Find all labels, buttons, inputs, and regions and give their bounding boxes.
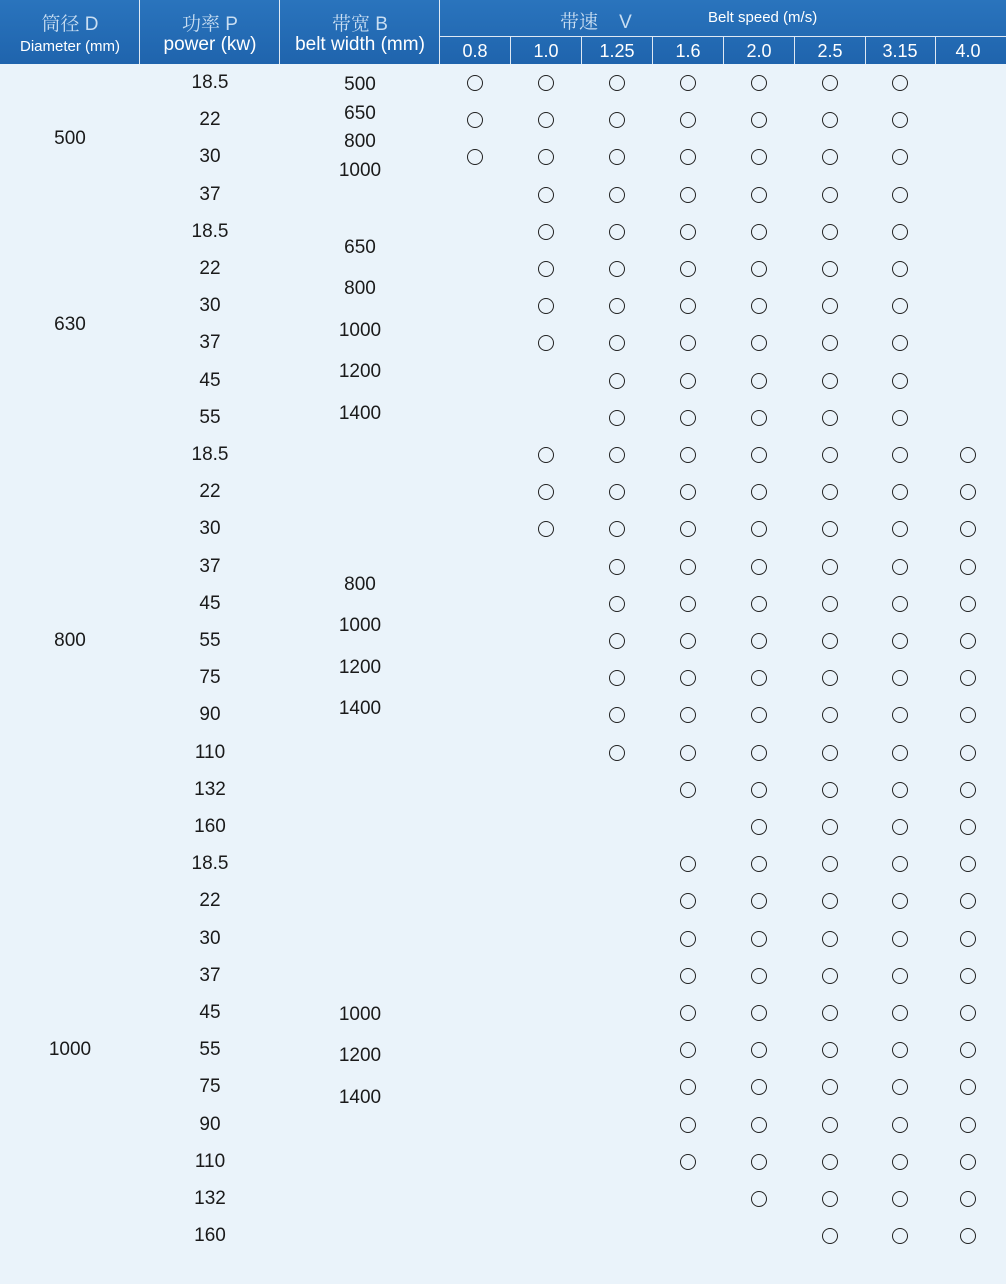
availability-circle (822, 596, 838, 612)
availability-circle (680, 373, 696, 389)
power-value: 22 (199, 258, 221, 279)
availability-circle (751, 187, 767, 203)
belt-width-value: 800 (344, 278, 376, 300)
availability-circle (680, 1117, 696, 1133)
availability-circle (960, 633, 976, 649)
availability-circle (960, 670, 976, 686)
availability-circle (609, 633, 625, 649)
availability-circle (609, 187, 625, 203)
availability-circle (680, 707, 696, 723)
availability-circle (751, 373, 767, 389)
power-value: 37 (199, 555, 221, 577)
speed-header-cn: 带速 V (560, 12, 632, 33)
power-value: 37 (199, 964, 221, 986)
power-value: 18.5 (191, 220, 229, 242)
availability-circle (467, 112, 483, 128)
power-header-cn: 功率 P (182, 14, 238, 35)
availability-circle (609, 410, 625, 426)
availability-circle (538, 521, 554, 537)
availability-circle (892, 447, 908, 463)
availability-circle (892, 1042, 908, 1058)
availability-circle (960, 1117, 976, 1133)
availability-circle (538, 187, 554, 203)
availability-circle (609, 373, 625, 389)
power-value: 110 (194, 1150, 226, 1172)
availability-circle (822, 1228, 838, 1244)
speed-value: 2.0 (746, 41, 772, 61)
availability-circle (751, 931, 767, 947)
availability-circle (892, 261, 908, 277)
belt-width-value: 650 (344, 102, 376, 124)
availability-circle (822, 633, 838, 649)
availability-circle (892, 893, 908, 909)
availability-circle (960, 1228, 976, 1244)
availability-circle (751, 745, 767, 761)
availability-circle (680, 112, 696, 128)
availability-circle (751, 484, 767, 500)
belt-width-value: 1400 (338, 1086, 382, 1108)
availability-circle (892, 1005, 908, 1021)
power-value: 18.5 (191, 72, 229, 93)
availability-circle (892, 521, 908, 537)
belt-width-value: 1000 (338, 319, 382, 341)
availability-circle (892, 335, 908, 351)
availability-circle (892, 1154, 908, 1170)
availability-circle (538, 224, 554, 240)
header-divider (865, 37, 866, 64)
power-value: 37 (199, 183, 221, 205)
availability-circle (751, 410, 767, 426)
availability-circle (892, 112, 908, 128)
availability-circle (751, 261, 767, 277)
availability-circle (822, 261, 838, 277)
availability-circle (822, 1154, 838, 1170)
width-header-en: belt width (mm) (295, 34, 425, 55)
availability-circle (680, 261, 696, 277)
availability-circle (822, 1005, 838, 1021)
availability-circle (822, 298, 838, 314)
availability-circle (892, 224, 908, 240)
availability-circle (538, 484, 554, 500)
availability-circle (609, 596, 625, 612)
availability-circle (822, 670, 838, 686)
header-divider (723, 37, 724, 64)
power-value: 22 (199, 890, 221, 912)
availability-circle (822, 335, 838, 351)
availability-circle (680, 187, 696, 203)
availability-circle (960, 968, 976, 984)
availability-circle (892, 596, 908, 612)
belt-width-value: 1000 (338, 615, 382, 637)
availability-circle (609, 484, 625, 500)
availability-circle (960, 596, 976, 612)
power-value: 90 (199, 704, 221, 726)
availability-circle (609, 670, 625, 686)
belt-width-value: 500 (344, 74, 376, 95)
availability-circle (680, 1005, 696, 1021)
availability-circle (538, 298, 554, 314)
availability-circle (960, 931, 976, 947)
power-value: 30 (199, 146, 221, 168)
availability-circle (609, 112, 625, 128)
availability-circle (609, 224, 625, 240)
availability-circle (609, 559, 625, 575)
header-divider (139, 0, 140, 64)
availability-circle (960, 782, 976, 798)
availability-circle (822, 1042, 838, 1058)
availability-circle (609, 335, 625, 351)
availability-circle (892, 670, 908, 686)
availability-circle (680, 559, 696, 575)
availability-circle (680, 410, 696, 426)
availability-circle (680, 782, 696, 798)
power-value: 22 (199, 109, 221, 131)
speed-value: 3.15 (882, 41, 918, 61)
availability-circle (960, 1191, 976, 1207)
availability-circle (822, 931, 838, 947)
availability-circle (960, 559, 976, 575)
power-value: 37 (199, 332, 221, 354)
availability-circle (609, 707, 625, 723)
power-value: 110 (194, 741, 226, 763)
availability-circle (680, 224, 696, 240)
power-value: 55 (199, 406, 221, 428)
table-header (0, 0, 1006, 64)
speed-value: 1.0 (533, 41, 559, 61)
availability-circle (822, 856, 838, 872)
availability-circle (609, 149, 625, 165)
availability-circle (892, 633, 908, 649)
power-value: 75 (199, 667, 221, 689)
availability-circle (751, 559, 767, 575)
power-value: 45 (199, 592, 221, 614)
availability-circle (680, 1042, 696, 1058)
power-value: 55 (199, 630, 221, 651)
availability-circle (751, 1079, 767, 1095)
availability-circle (822, 484, 838, 500)
availability-circle (892, 745, 908, 761)
availability-circle (892, 187, 908, 203)
availability-circle (538, 75, 554, 91)
availability-circle (680, 521, 696, 537)
availability-circle (538, 112, 554, 128)
availability-circle (892, 1079, 908, 1095)
availability-circle (892, 75, 908, 91)
availability-circle (822, 707, 838, 723)
header-divider (279, 0, 280, 64)
belt-width-value: 1000 (338, 159, 382, 181)
power-value: 18.5 (191, 444, 229, 465)
availability-circle (892, 1228, 908, 1244)
diameter-value: 800 (54, 630, 86, 651)
availability-circle (751, 447, 767, 463)
availability-circle (892, 968, 908, 984)
power-value: 45 (199, 1002, 221, 1023)
speed-header-en: Belt speed (m/s) (708, 9, 818, 26)
availability-circle (822, 149, 838, 165)
availability-circle (751, 1154, 767, 1170)
availability-circle (751, 968, 767, 984)
availability-circle (751, 1117, 767, 1133)
availability-circle (960, 1042, 976, 1058)
availability-circle (751, 856, 767, 872)
availability-circle (538, 447, 554, 463)
power-value: 30 (199, 518, 221, 540)
power-value: 75 (199, 1076, 221, 1098)
availability-circle (751, 1042, 767, 1058)
availability-circle (822, 1117, 838, 1133)
availability-circle (822, 187, 838, 203)
availability-circle (892, 1191, 908, 1207)
availability-circle (960, 521, 976, 537)
power-value: 30 (199, 927, 221, 949)
availability-circle (680, 893, 696, 909)
availability-circle (892, 856, 908, 872)
availability-circle (680, 298, 696, 314)
availability-circle (751, 782, 767, 798)
header-divider (652, 37, 653, 64)
availability-circle (822, 75, 838, 91)
availability-circle (822, 893, 838, 909)
availability-circle (751, 224, 767, 240)
power-value: 55 (199, 1039, 221, 1061)
availability-circle (680, 447, 696, 463)
availability-circle (680, 149, 696, 165)
availability-circle (467, 149, 483, 165)
availability-circle (960, 856, 976, 872)
belt-width-value: 1200 (338, 656, 382, 678)
availability-circle (609, 298, 625, 314)
diameter-value: 630 (54, 313, 86, 335)
header-divider (510, 37, 511, 64)
availability-circle (751, 112, 767, 128)
availability-circle (751, 521, 767, 537)
availability-circle (751, 75, 767, 91)
availability-circle (680, 75, 696, 91)
power-value: 160 (194, 1225, 226, 1247)
belt-width-value: 800 (344, 573, 376, 595)
availability-circle (960, 1079, 976, 1095)
availability-circle (960, 1154, 976, 1170)
belt-width-value: 1400 (338, 402, 382, 424)
availability-circle (680, 968, 696, 984)
availability-circle (960, 484, 976, 500)
availability-circle (822, 224, 838, 240)
availability-circle (822, 410, 838, 426)
availability-circle (680, 670, 696, 686)
availability-circle (538, 149, 554, 165)
availability-circle (822, 819, 838, 835)
availability-circle (822, 968, 838, 984)
availability-circle (751, 1005, 767, 1021)
availability-circle (892, 1117, 908, 1133)
belt-width-value: 1400 (338, 698, 382, 720)
speed-value: 1.6 (675, 41, 701, 61)
availability-circle (892, 782, 908, 798)
speed-value: 2.5 (817, 41, 843, 61)
availability-circle (892, 298, 908, 314)
availability-circle (680, 596, 696, 612)
availability-circle (960, 707, 976, 723)
diameter-value: 500 (54, 127, 86, 149)
availability-circle (538, 261, 554, 277)
power-value: 18.5 (191, 853, 229, 875)
power-value: 22 (199, 481, 221, 503)
availability-circle (751, 298, 767, 314)
availability-circle (892, 931, 908, 947)
availability-circle (751, 335, 767, 351)
availability-circle (960, 745, 976, 761)
speed-value: 1.25 (599, 41, 635, 61)
width-header-cn: 带宽 B (332, 14, 388, 35)
availability-circle (751, 149, 767, 165)
availability-circle (822, 1079, 838, 1095)
availability-circle (467, 75, 483, 91)
availability-circle (680, 335, 696, 351)
availability-circle (751, 893, 767, 909)
power-value: 132 (194, 1188, 226, 1209)
diameter-header-cn: 筒径 D (41, 14, 99, 35)
availability-circle (892, 149, 908, 165)
power-value: 30 (199, 295, 221, 317)
availability-circle (751, 1191, 767, 1207)
availability-circle (892, 707, 908, 723)
availability-circle (960, 447, 976, 463)
availability-circle (751, 707, 767, 723)
power-value: 90 (199, 1113, 221, 1135)
availability-circle (822, 373, 838, 389)
availability-circle (680, 856, 696, 872)
availability-circle (822, 1191, 838, 1207)
belt-width-value: 1000 (338, 1003, 382, 1025)
availability-circle (960, 819, 976, 835)
availability-circle (822, 447, 838, 463)
availability-circle (751, 596, 767, 612)
availability-circle (892, 373, 908, 389)
header-divider (935, 37, 936, 64)
availability-circle (680, 1154, 696, 1170)
availability-circle (680, 931, 696, 947)
diameter-value: 1000 (48, 1039, 92, 1061)
power-value: 160 (194, 816, 226, 837)
availability-circle (609, 261, 625, 277)
power-header-en: power (kw) (163, 34, 257, 55)
availability-circle (822, 559, 838, 575)
availability-circle (680, 1079, 696, 1095)
speed-value: 0.8 (462, 41, 488, 61)
availability-circle (680, 633, 696, 649)
availability-circle (609, 745, 625, 761)
diameter-header-en: Diameter (mm) (20, 38, 120, 55)
power-value: 132 (194, 778, 226, 800)
belt-width-value: 1200 (338, 361, 382, 383)
availability-circle (822, 112, 838, 128)
availability-circle (822, 521, 838, 537)
power-value: 45 (199, 369, 221, 391)
availability-circle (680, 484, 696, 500)
availability-circle (892, 410, 908, 426)
availability-circle (751, 819, 767, 835)
availability-circle (822, 782, 838, 798)
availability-circle (609, 447, 625, 463)
availability-circle (680, 745, 696, 761)
availability-circle (751, 670, 767, 686)
belt-width-value: 650 (344, 236, 376, 258)
availability-circle (538, 335, 554, 351)
speed-value: 4.0 (955, 41, 981, 61)
availability-circle (960, 1005, 976, 1021)
belt-width-value: 800 (344, 131, 376, 152)
availability-circle (892, 484, 908, 500)
availability-circle (609, 75, 625, 91)
availability-circle (892, 559, 908, 575)
availability-circle (609, 521, 625, 537)
availability-circle (892, 819, 908, 835)
availability-circle (960, 893, 976, 909)
availability-circle (751, 633, 767, 649)
header-divider (581, 37, 582, 64)
belt-width-value: 1200 (338, 1045, 382, 1067)
header-divider (794, 37, 795, 64)
availability-circle (822, 745, 838, 761)
